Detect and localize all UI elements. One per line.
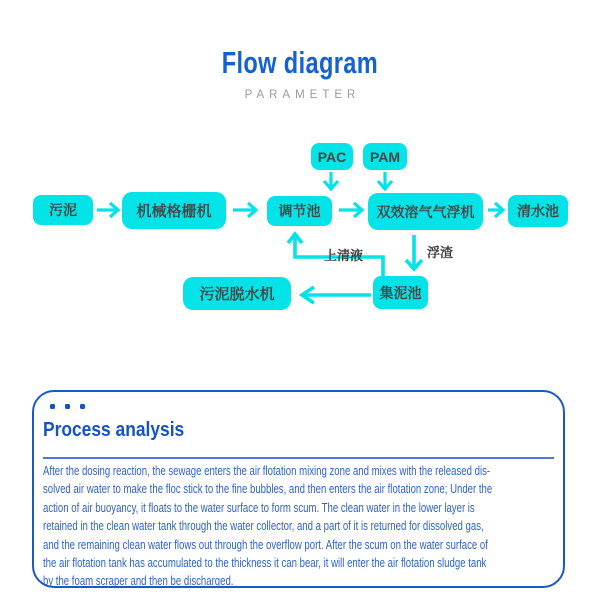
analysis-body-line: the air flotation tank has accumulated to the thickness it can bear, it will enter the air flotation sludge tank — [43, 555, 487, 571]
dot-icon — [50, 404, 55, 409]
analysis-heading — [43, 418, 205, 442]
analysis-body-line: action of air buoyancy, it floats to the water surface to form scum. The clean water in the lower layer is — [43, 499, 475, 515]
node-sludge: 污泥 — [33, 195, 93, 225]
analysis-body-line: After the dosing reaction, the sewage enters the air flotation mixing zone and mixes with the released dis- — [43, 463, 491, 478]
analysis-body-line: and the remaining clean water flows out through the overflow port. After the scum on the water surface of — [43, 536, 488, 552]
arrow-pac-down-icon — [324, 172, 338, 189]
node-pac: PAC — [311, 143, 353, 170]
node-pam: PAM — [363, 143, 407, 170]
node-clean-water-tank: 清水池 — [508, 195, 568, 227]
analysis-body-line: solved air water to make the floc stick to the fine bubbles, and then enters the air flotation zone; Under the — [43, 481, 493, 497]
analysis-body-line: by the foam scraper and then be discharged. — [43, 573, 234, 589]
arrow-regulating-to-daf-icon — [339, 203, 362, 217]
arrow-grid-to-regulating-icon — [233, 203, 256, 217]
arrow-daf-to-cleanwater-icon — [488, 203, 503, 217]
arrow-sludge-to-grid-icon — [97, 203, 118, 217]
node-sludge-collection-tank: 集泥池 — [373, 276, 428, 309]
divider-line — [43, 457, 554, 459]
node-mechanical-grid-machine: 机械格栅机 — [122, 192, 226, 229]
node-regulating-tank: 调节池 — [267, 196, 332, 226]
page-subtitle: PARAMETER — [244, 89, 361, 101]
analysis-body — [43, 462, 561, 591]
label-supernatant: 上清液 — [324, 248, 364, 263]
page-title-text: Flow diagram — [221, 45, 379, 80]
arrow-scum-down-icon — [406, 235, 422, 269]
analysis-body-line: retained in the clean water tank through the water collector, and a part of it is returned for dissolved gas, — [43, 518, 484, 534]
node-double-effect-daf-machine: 双效溶气气浮机 — [368, 193, 483, 230]
dot-icon — [65, 404, 70, 409]
process-analysis-panel — [32, 390, 565, 588]
dots-decoration — [50, 404, 85, 409]
node-sludge-dewatering-machine: 污泥脱水机 — [183, 277, 291, 310]
dot-icon — [80, 404, 85, 409]
arrow-pam-down-icon — [378, 172, 392, 189]
analysis-heading-text: Process analysis — [43, 419, 185, 441]
label-scum: 浮渣 — [427, 245, 454, 260]
arrow-collect-to-dewater-icon — [302, 287, 371, 303]
